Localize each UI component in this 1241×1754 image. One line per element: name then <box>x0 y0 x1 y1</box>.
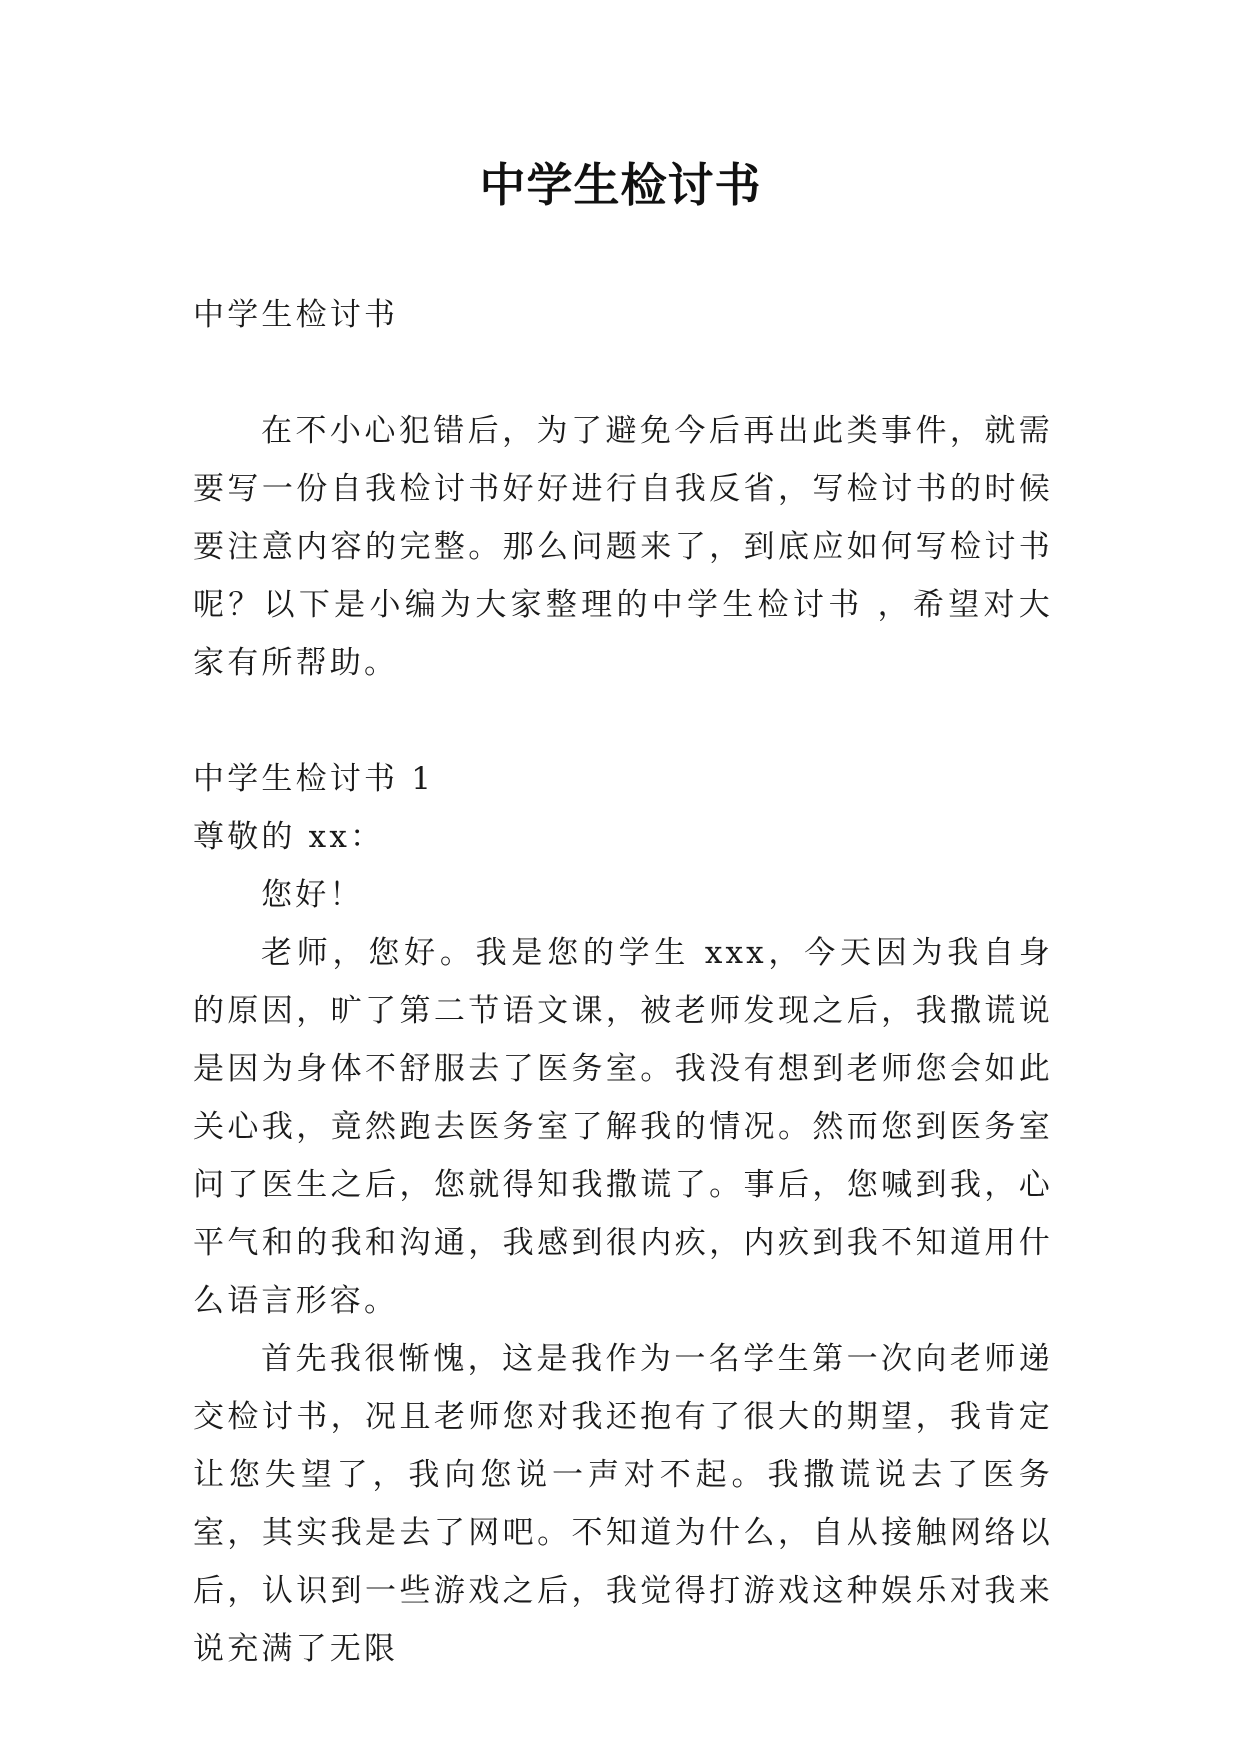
section-heading: 中学生检讨书 1 <box>193 761 435 797</box>
document-title: 中学生检讨书 <box>479 158 762 212</box>
intro-paragraph: 在不小心犯错后，为了避免今后再出此类事件，就需要写一份自我检讨书好好进行自我反省，写检讨书的时候要注意内容的完整。那么问题来了，到底应如何写检讨书呢？以下是小编为大家整理的中学生检讨书 ，希望对大家有所帮助。 <box>193 413 1053 681</box>
salutation: 尊敬的 xx： <box>193 819 385 855</box>
document-body <box>193 286 1053 1678</box>
greeting: 您好！ <box>261 877 364 913</box>
body-paragraph-1: 老师，您好。我是您的学生 xxx，今天因为我自身的原因，旷了第二节语文课，被老师发现之后，我撒谎说是因为身体不舒服去了医务室。我没有想到老师您会如此关心我，竟然跑去医务室了解我的情况。然而您到医务室问了医生之后，您就得知我撒谎了。事后，您喊到我，心平气和的我和沟通，我感到很内疚，内疚到我不知道用什么语言形容。 <box>193 935 1053 1319</box>
body-paragraph-2: 首先我很惭愧，这是我作为一名学生第一次向老师递交检讨书，况且老师您对我还抱有了很大的期望，我肯定让您失望了，我向您说一声对不起。我撒谎说去了医务室，其实我是去了网吧。不知道为什么，自从接触网络以后，认识到一些游戏之后，我觉得打游戏这种娱乐对我来说充满了无限 <box>193 1341 1053 1667</box>
document-subtitle: 中学生检讨书 <box>193 297 399 333</box>
